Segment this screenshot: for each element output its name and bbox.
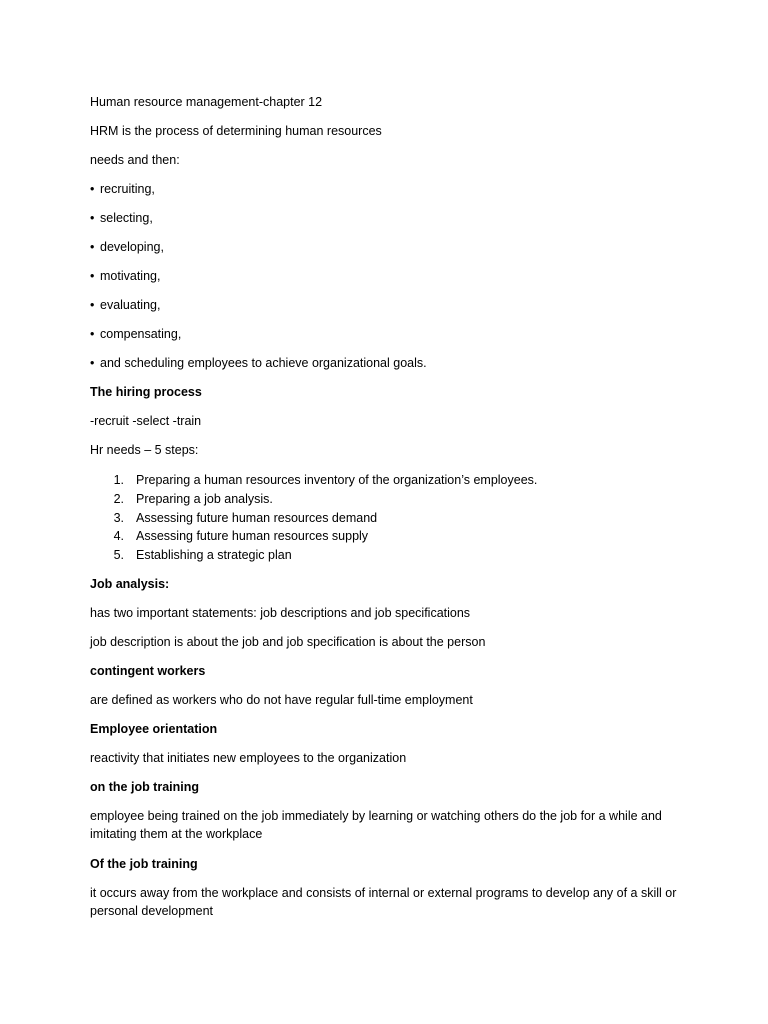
item-number: 4. bbox=[113, 529, 124, 543]
off-the-job-training-heading: Of the job training bbox=[90, 857, 198, 871]
off-the-job-training-paragraph: it occurs away from the workplace and consists of internal or external programs to develop any of a skill or personal development bbox=[90, 886, 677, 918]
on-the-job-training-heading: on the job training bbox=[90, 780, 200, 794]
job-analysis-paragraph-1: has two important statements: job descriptions and job specifications bbox=[90, 606, 471, 620]
item-number: 3. bbox=[113, 511, 124, 525]
bullet-marker: • bbox=[90, 298, 95, 312]
bullet-text: compensating, bbox=[100, 327, 182, 341]
item-text: Establishing a strategic plan bbox=[136, 548, 292, 562]
contingent-workers-paragraph: are defined as workers who do not have regular full-time employment bbox=[90, 693, 473, 707]
item-number: 1. bbox=[113, 473, 124, 487]
on-the-job-training-paragraph: employee being trained on the job immediately by learning or watching others do the job for a while and imitating them at the workplace bbox=[90, 809, 662, 841]
bullet-marker: • bbox=[90, 211, 95, 225]
hiring-process-heading: The hiring process bbox=[90, 385, 202, 399]
hrm-definition-line-2: needs and then: bbox=[90, 153, 180, 167]
item-number: 2. bbox=[113, 492, 124, 506]
item-number: 5. bbox=[113, 548, 124, 562]
bullet-text: evaluating, bbox=[100, 298, 161, 312]
item-text: Preparing a human resources inventory of the organization’s employees. bbox=[136, 473, 538, 487]
document-title: Human resource management-chapter 12 bbox=[90, 95, 323, 109]
item-text: Preparing a job analysis. bbox=[136, 492, 273, 506]
bullet-marker: • bbox=[90, 240, 95, 254]
item-text: Assessing future human resources supply bbox=[136, 529, 369, 543]
bullet-marker: • bbox=[90, 356, 95, 370]
bullet-text: motivating, bbox=[100, 269, 161, 283]
bullet-text: developing, bbox=[100, 240, 164, 254]
bullet-marker: • bbox=[90, 269, 95, 283]
bullet-text: recruiting, bbox=[100, 182, 155, 196]
bullet-marker: • bbox=[90, 327, 95, 341]
item-text: Assessing future human resources demand bbox=[136, 511, 378, 525]
hrm-definition-line-1: HRM is the process of determining human resources bbox=[90, 124, 382, 138]
bullet-text: and scheduling employees to achieve organizational goals. bbox=[100, 356, 427, 370]
bullet-text: selecting, bbox=[100, 211, 153, 225]
hiring-process-steps: -recruit -select -train bbox=[90, 414, 202, 428]
employee-orientation-heading: Employee orientation bbox=[90, 722, 218, 736]
job-analysis-paragraph-2: job description is about the job and job specification is about the person bbox=[90, 635, 486, 649]
bullet-marker: • bbox=[90, 182, 95, 196]
contingent-workers-heading: contingent workers bbox=[90, 664, 206, 678]
employee-orientation-paragraph: reactivity that initiates new employees to the organization bbox=[90, 751, 407, 765]
job-analysis-heading: Job analysis: bbox=[90, 577, 170, 591]
hr-needs-line: Hr needs – 5 steps: bbox=[90, 443, 199, 457]
